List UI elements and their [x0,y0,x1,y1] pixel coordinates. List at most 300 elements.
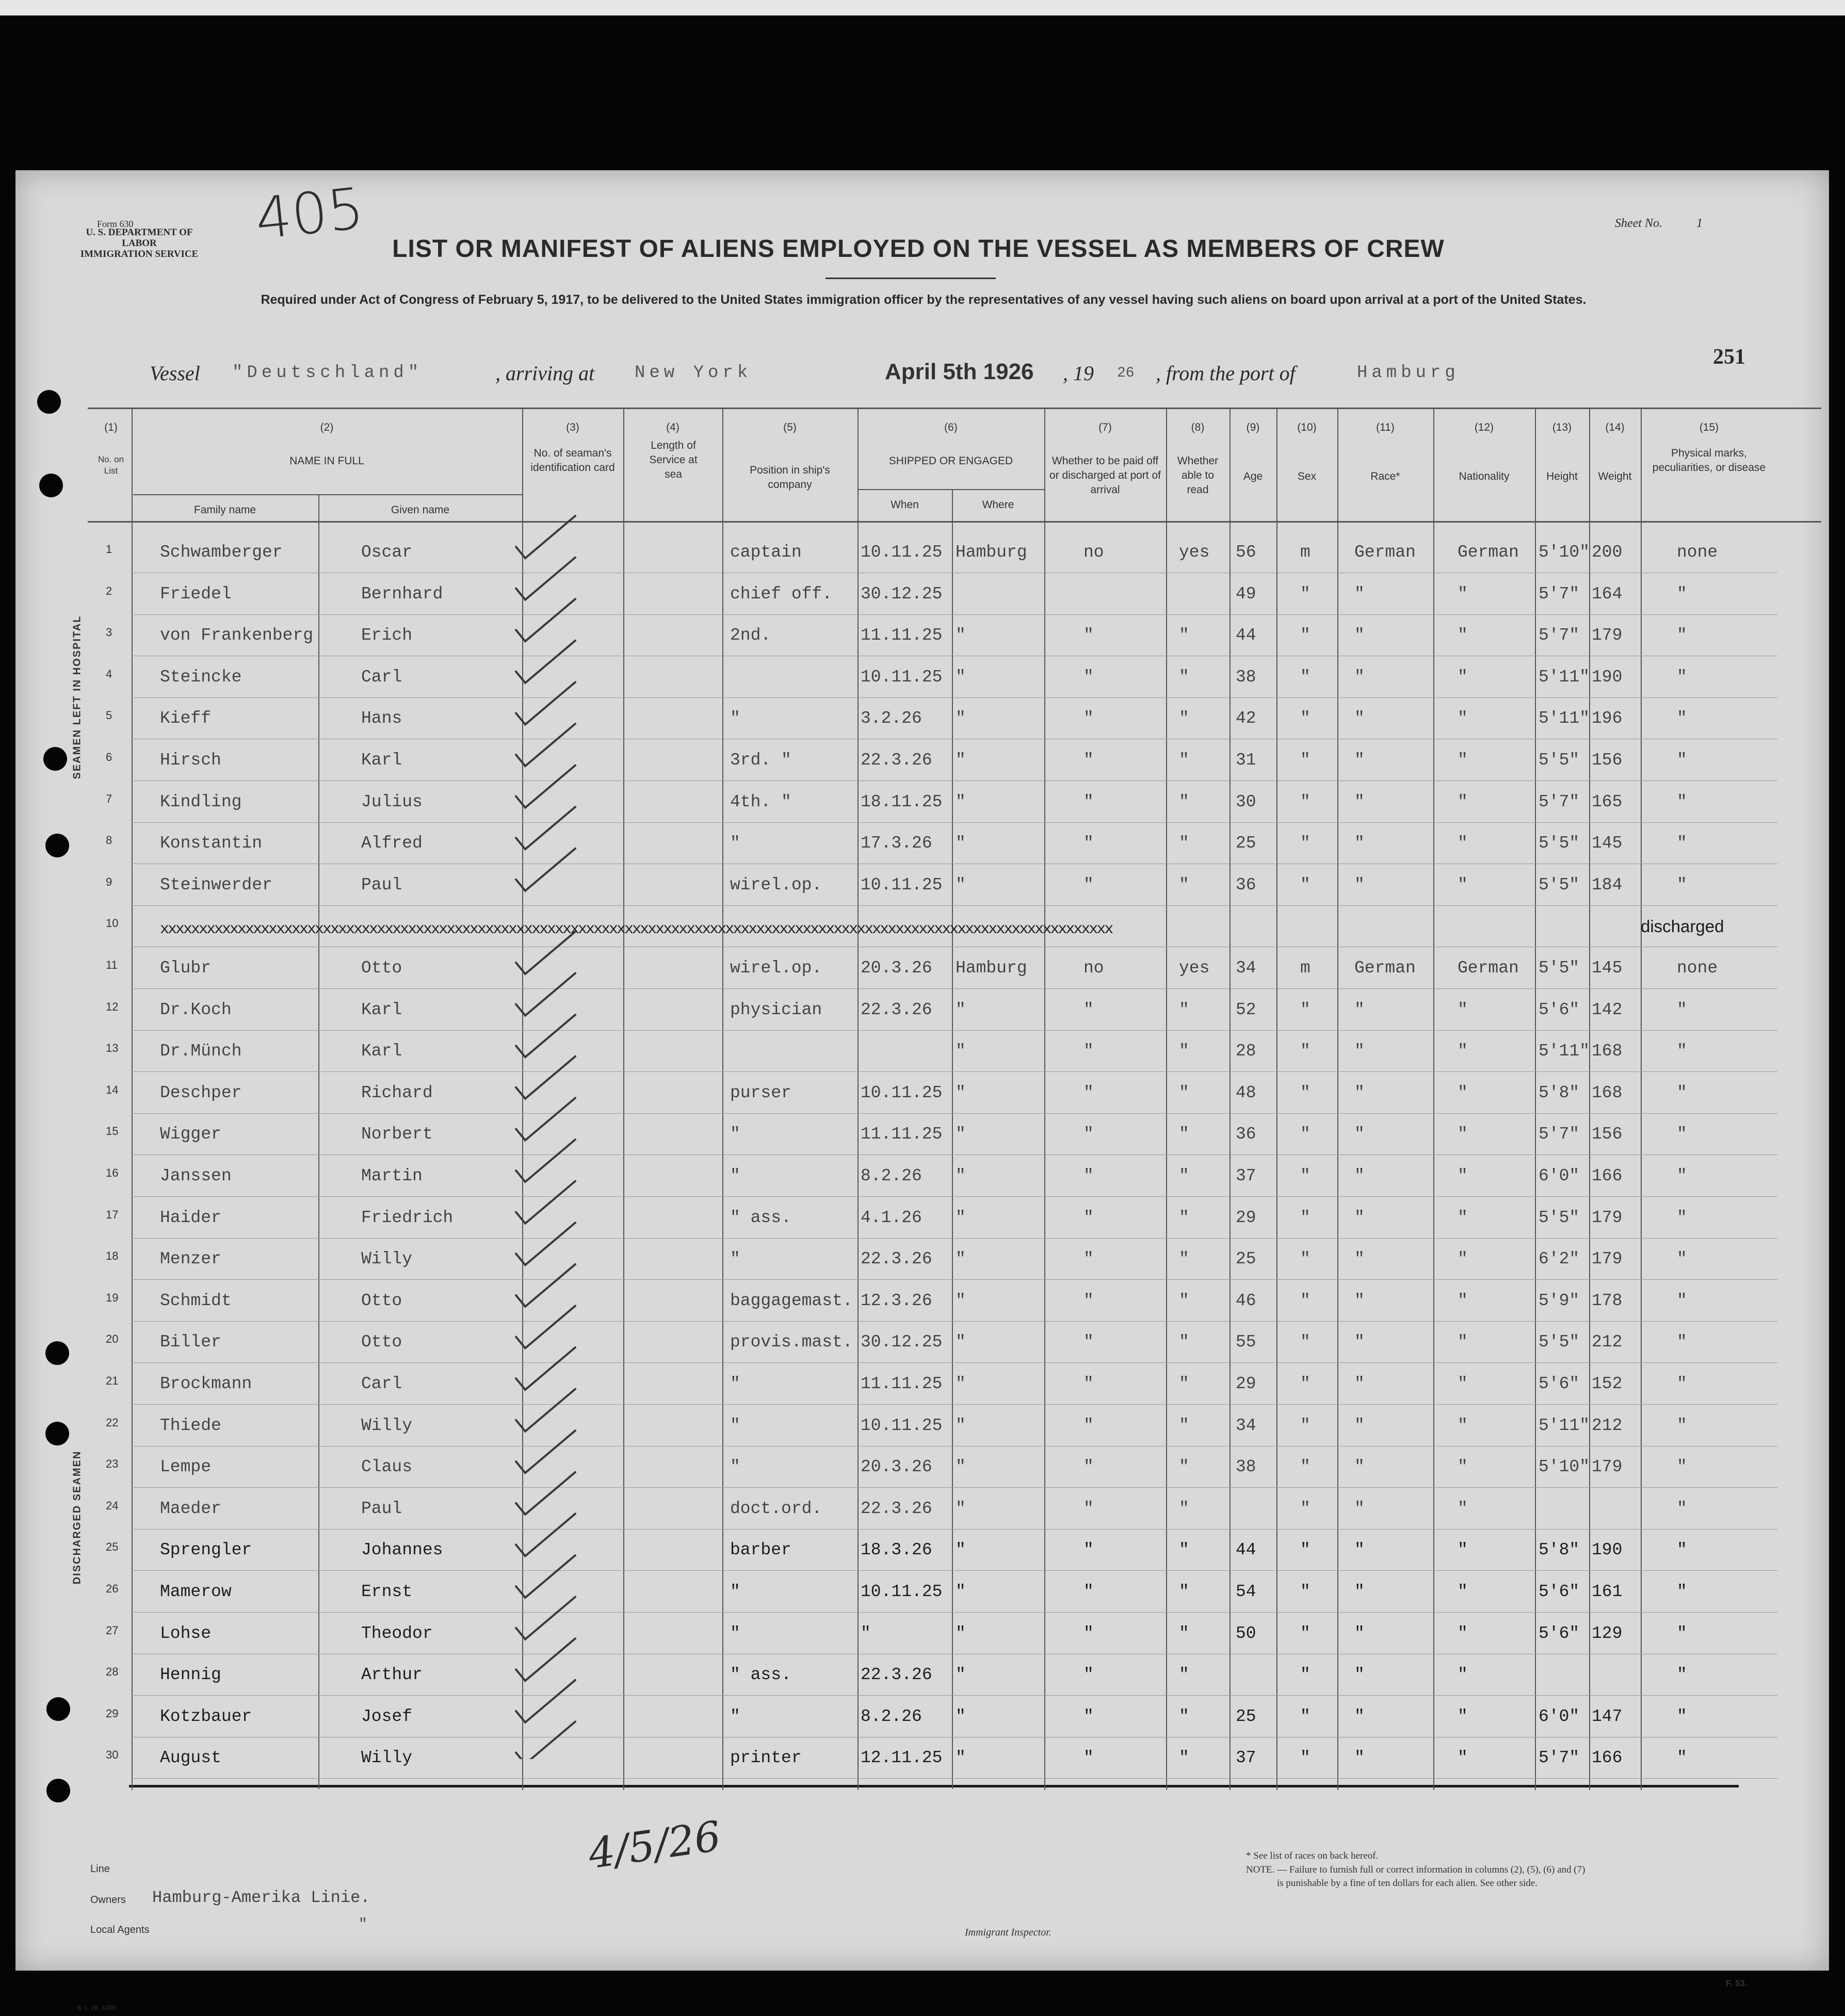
col-rule [952,489,953,1789]
row-number: 14 [106,1083,119,1096]
row-number: 17 [106,1208,119,1221]
cell-shipped-when: 17.3.26 [861,834,932,853]
arriving-label: , arriving at [495,362,595,385]
cell-race: " [1354,792,1365,811]
cell-height: 5'7" [1539,584,1580,604]
cell-race: " [1354,1499,1365,1518]
cell-sex: " [1300,1291,1310,1310]
cell-age: 30 [1236,792,1256,811]
col-label-2: NAME IN FULL [289,455,364,467]
cell-nationality: " [1458,626,1468,645]
row-rule [132,1071,1777,1072]
cell-height: 5'7" [1539,1125,1580,1144]
cell-position: wirel.op. [730,875,822,895]
col-number-15: (15) [1699,421,1719,433]
cell-sex: " [1300,1000,1310,1019]
cell-sex: " [1300,626,1310,645]
cell-sex: " [1300,1208,1310,1227]
cell-sex: " [1300,1125,1310,1144]
checkmark-icon [516,973,575,1016]
cell-height: 5'8" [1539,1083,1580,1102]
cell-race: German [1354,543,1416,562]
cell-shipped-when: 22.3.26 [861,1499,932,1518]
cell-weight: 129 [1592,1623,1623,1643]
cell-position: physician [730,1000,822,1019]
service-name: IMMIGRATION SERVICE [80,249,199,259]
cell-paid-off: " [1083,1582,1094,1601]
cell-race: " [1354,1249,1365,1269]
cell-able-to-read: " [1179,1457,1189,1477]
cell-weight: 152 [1592,1374,1623,1393]
binder-hole [45,1341,69,1365]
cell-nationality: " [1458,1291,1468,1310]
col-label-9: Age [1243,470,1263,482]
cell-family-name: Hennig [160,1665,221,1685]
cell-shipped-where: Hamburg [956,958,1027,978]
col-number-7: (7) [1098,421,1112,433]
cell-race: " [1354,1208,1365,1227]
vessel-name: "Deutschland" [232,363,423,383]
cell-weight: 166 [1592,1748,1623,1768]
cell-physical-marks: " [1677,1125,1687,1144]
row-rule [132,697,1777,698]
cell-height: 5'11" [1539,667,1590,687]
checkmark-icon [516,641,575,683]
cell-physical-marks: " [1677,584,1687,604]
cell-paid-off: " [1083,1665,1094,1685]
checkmark-icon [516,1223,575,1265]
cell-age: 29 [1236,1208,1256,1227]
checkmark-icon [516,1638,575,1681]
cell-position: printer [730,1748,802,1768]
sheet-label: Sheet No. [1615,217,1662,230]
cell-age: 55 [1236,1332,1256,1352]
cell-paid-off: " [1083,667,1094,687]
row-rule [132,1695,1777,1696]
cell-position: " ass. [730,1665,791,1685]
cell-paid-off: " [1083,751,1094,770]
binder-hole [37,390,61,414]
cell-shipped-where: " [956,1706,966,1726]
checkmark-icon [516,1056,575,1099]
cell-race: " [1354,667,1365,687]
cell-nationality: " [1458,1582,1468,1601]
cell-nationality: " [1458,792,1468,811]
cell-height: 5'5" [1539,958,1580,978]
cell-weight: 164 [1592,584,1623,604]
cell-given-name: Willy [361,1416,413,1435]
cell-age: 48 [1236,1083,1256,1102]
cell-paid-off: " [1083,1748,1094,1768]
cell-height: 6'2" [1539,1249,1580,1269]
cell-weight: 212 [1592,1416,1623,1435]
cell-weight: 179 [1592,1249,1623,1269]
cell-paid-off: " [1083,1042,1094,1061]
cell-sex: " [1300,584,1310,604]
cell-given-name: Erich [361,626,413,645]
cell-height: 5'7" [1539,792,1580,811]
cell-shipped-where: " [956,1540,966,1560]
cell-given-name: Willy [361,1249,413,1269]
cell-shipped-when: 18.11.25 [861,792,943,811]
cell-race: " [1354,1457,1365,1477]
cell-shipped-where: " [956,1374,966,1393]
cell-given-name: Norbert [361,1125,433,1144]
cell-family-name: Steinwerder [160,875,272,895]
col-number-2: (2) [320,421,334,433]
checkmark-icon [516,1015,575,1057]
cell-shipped-when: 4.1.26 [861,1208,922,1227]
cell-position: doct.ord. [730,1499,822,1518]
cell-nationality: " [1458,1083,1468,1102]
sheet-value: 1 [1696,217,1703,230]
col-label-6: SHIPPED OR ENGAGED [888,455,1013,467]
cell-physical-marks: " [1677,1665,1687,1685]
cell-able-to-read: " [1179,1125,1189,1144]
cell-physical-marks: " [1677,1457,1687,1477]
cell-given-name: Karl [361,1000,402,1019]
cell-given-name: Otto [361,1332,402,1352]
col-rule [1229,408,1231,1790]
cell-sex: " [1300,1416,1310,1435]
col-rule [1044,408,1045,1790]
cell-race: German [1354,958,1416,978]
cell-race: " [1354,1748,1365,1768]
cell-shipped-when: 10.11.25 [861,667,943,687]
cell-paid-off: " [1083,709,1094,728]
cell-given-name: Hans [361,709,402,728]
department-label [72,227,206,259]
cell-age: 36 [1236,1125,1256,1144]
cell-shipped-where: " [956,667,966,687]
cell-race: " [1354,834,1365,853]
cell-family-name: Glubr [160,958,212,978]
cell-family-name: Janssen [160,1166,232,1185]
cell-nationality: " [1458,1332,1468,1352]
cell-family-name: Lohse [160,1623,212,1643]
cell-shipped-where: " [956,1042,966,1061]
cell-weight: 165 [1592,792,1623,811]
row-number: 23 [106,1457,119,1471]
cell-weight: 168 [1592,1083,1623,1102]
col-label-4: Length of Service at sea [649,440,698,480]
cell-race: " [1354,1000,1365,1019]
cell-weight: 156 [1592,1125,1623,1144]
cell-position: " [730,1166,740,1185]
row-rule [132,822,1777,823]
cell-height: 5'7" [1539,626,1580,645]
col-label-5: Position in ship's company [750,464,830,491]
cell-age: 25 [1236,1706,1256,1726]
cell-able-to-read: " [1179,1374,1189,1393]
cell-nationality: " [1458,834,1468,853]
row-number: 12 [106,1000,119,1013]
cell-shipped-where: " [956,1665,966,1685]
cell-shipped-where: " [956,1499,966,1518]
cell-position: chief off. [730,584,833,604]
cell-paid-off: " [1083,834,1094,853]
handwritten-number: 405 [252,175,367,252]
cell-family-name: Schmidt [160,1291,232,1310]
row-number: 7 [106,792,112,805]
cell-shipped-when: 11.11.25 [861,1374,943,1393]
cell-height: 5'11" [1539,709,1590,728]
cell-paid-off: " [1083,1540,1094,1560]
cell-physical-marks: " [1677,875,1687,895]
table-header-rule [88,521,1821,523]
checkmark-icon [516,599,575,641]
checkmark-icon [516,1181,575,1224]
cell-age: 37 [1236,1748,1256,1768]
year-value: 26 [1117,365,1135,381]
cell-age: 37 [1236,1166,1256,1185]
cell-nationality: " [1458,1000,1468,1019]
note-penalty: NOTE. — Failure to furnish full or correct information in columns (2), (5), (6) and (7) [1246,1864,1585,1875]
row-number: 29 [106,1706,119,1720]
cell-shipped-when: 12.11.25 [861,1748,943,1768]
binder-hole [43,747,67,771]
cell-physical-marks: " [1677,1042,1687,1061]
row-number: 9 [106,875,112,888]
cell-given-name: Ernst [361,1582,413,1601]
checkmark-icon [516,558,575,600]
vessel-label: Vessel [150,362,200,385]
cell-paid-off: " [1083,1083,1094,1102]
cell-height: 5'11" [1539,1416,1590,1435]
cell-age: 31 [1236,751,1256,770]
cell-family-name: Kotzbauer [160,1706,252,1726]
cell-shipped-where: " [956,709,966,728]
col-rule [1535,408,1536,1790]
cell-able-to-read: " [1179,709,1189,728]
checkmarks [506,511,629,1759]
owners-value: Hamburg-Amerika Linie. [152,1888,370,1907]
binder-hole [45,834,69,857]
sheet-number [1615,217,1703,231]
checkmark-icon [516,1347,575,1390]
cell-sex: " [1300,1042,1310,1061]
form-number: Form 630 [97,219,134,229]
cell-height: 5'5" [1539,1332,1580,1352]
row-rule [132,1487,1777,1488]
col-number-4: (4) [666,421,679,433]
col-shipped-when: When [891,499,919,511]
cell-nationality: " [1458,1208,1468,1227]
col-rule [1589,408,1590,1790]
cell-shipped-where: " [956,1748,966,1768]
cell-weight: 156 [1592,751,1623,770]
row-number: 22 [106,1416,119,1429]
cell-sex: " [1300,1582,1310,1601]
cell-able-to-read: " [1179,1416,1189,1435]
cell-physical-marks: " [1677,1706,1687,1726]
cell-position: " [730,1125,740,1144]
row-rule [132,1030,1777,1031]
cell-age: 25 [1236,1249,1256,1269]
cell-shipped-when: 18.3.26 [861,1540,932,1560]
cell-race: " [1354,1291,1365,1310]
cell-able-to-read: yes [1179,958,1210,978]
cell-physical-marks: " [1677,667,1687,687]
row-number: 2 [106,584,112,597]
checkmark-icon [516,1597,575,1639]
cell-weight: 190 [1592,1540,1623,1560]
cell-physical-marks: none [1677,958,1718,978]
cell-sex: " [1300,834,1310,853]
row-number: 26 [106,1582,119,1595]
cell-shipped-when: 20.3.26 [861,958,932,978]
cell-paid-off: " [1083,1000,1094,1019]
checkmark-icon [516,849,575,891]
cell-able-to-read: " [1179,1665,1189,1685]
cell-physical-marks: " [1677,1000,1687,1019]
cell-physical-marks: " [1677,1540,1687,1560]
cell-race: " [1354,751,1365,770]
cell-race: " [1354,1540,1365,1560]
cell-able-to-read: " [1179,1623,1189,1643]
col-number-10: (10) [1297,421,1317,433]
cell-given-name: Arthur [361,1665,423,1685]
cell-height: 5'8" [1539,1540,1580,1560]
cell-height: 5'5" [1539,751,1580,770]
cell-race: " [1354,626,1365,645]
cell-physical-marks: " [1677,1582,1687,1601]
cell-race: " [1354,584,1365,604]
cell-sex: " [1300,751,1310,770]
cell-position: 3rd. " [730,751,791,770]
cell-weight: 200 [1592,543,1623,562]
cell-shipped-when: " [861,1623,871,1643]
row-rule [132,1404,1777,1405]
cell-height: 5'9" [1539,1291,1580,1310]
cell-shipped-when: 11.11.25 [861,1125,943,1144]
side-note-hospital: SEAMEN LEFT IN HOSPITAL [71,615,83,779]
col-number-11: (11) [1376,421,1395,433]
cell-shipped-where: " [956,1125,966,1144]
cell-family-name: Mamerow [160,1582,232,1601]
cell-family-name: August [160,1748,221,1768]
cell-age: 44 [1236,626,1256,645]
cell-paid-off: " [1083,792,1094,811]
cell-age: 52 [1236,1000,1256,1019]
col-label-14: Weight [1598,470,1632,482]
cell-nationality: " [1458,584,1468,604]
cell-nationality: " [1458,1623,1468,1643]
cell-family-name: Haider [160,1208,221,1227]
checkmark-icon [516,1264,575,1307]
checkmark-icon [516,932,575,974]
row-number: 30 [106,1748,119,1762]
cell-sex: " [1300,1706,1310,1726]
cell-age: 34 [1236,958,1256,978]
cell-able-to-read: " [1179,792,1189,811]
cell-given-name: Otto [361,958,402,978]
checkmark-icon [516,1140,575,1182]
cell-family-name: Friedel [160,584,232,604]
cell-given-name: Karl [361,751,402,770]
cell-physical-marks: " [1677,1332,1687,1352]
row-number: 18 [106,1249,119,1263]
cell-nationality: " [1458,1374,1468,1393]
cell-given-name: Carl [361,667,402,687]
col-number-6: (6) [944,421,958,433]
cell-family-name: Menzer [160,1249,221,1269]
cell-able-to-read: " [1179,1540,1189,1560]
cell-given-name: Theodor [361,1623,433,1643]
cell-paid-off: " [1083,1332,1094,1352]
cell-position: baggagemast. [730,1291,853,1310]
cell-sex: " [1300,792,1310,811]
cell-sex: " [1300,1166,1310,1185]
cell-height: 5'7" [1539,1748,1580,1768]
cell-height: 5'6" [1539,1374,1580,1393]
page-title: LIST OR MANIFEST OF ALIENS EMPLOYED ON THE VESSEL AS MEMBERS OF CREW [392,235,1445,263]
cell-physical-marks: " [1677,1291,1687,1310]
col-rule [1337,408,1338,1790]
cell-race: " [1354,1332,1365,1352]
binder-hole [45,1422,69,1445]
cell-family-name: Hirsch [160,751,221,770]
binder-hole [46,1697,70,1721]
row-rule [132,1238,1777,1239]
row-number: 25 [106,1540,119,1554]
cell-nationality: " [1458,1042,1468,1061]
row-rule [132,1529,1777,1530]
cell-race: " [1354,709,1365,728]
line-label: Line [90,1863,110,1875]
manifest-sheet [15,170,1829,1971]
cell-physical-marks: discharged [1641,917,1724,936]
cell-paid-off: " [1083,1125,1094,1144]
cell-family-name: Steincke [160,667,242,687]
col-rule [1641,408,1642,1790]
col-number-5: (5) [783,421,797,433]
cell-position: 2nd. [730,626,771,645]
cell-race: " [1354,1166,1365,1185]
cell-position: 4th. " [730,792,791,811]
cell-nationality: " [1458,1166,1468,1185]
note-penalty-cont: is punishable by a fine of ten dollars for each alien. See other side. [1277,1878,1538,1889]
cell-sex: " [1300,1540,1310,1560]
inspector-label: Immigrant Inspector. [965,1927,1051,1938]
col-number-9: (9) [1246,421,1260,433]
cell-age: 56 [1236,543,1256,562]
cell-weight: 142 [1592,1000,1623,1019]
cell-shipped-where: " [956,792,966,811]
col-rule [857,408,859,1790]
side-note-discharged: DISCHARGED SEAMEN [71,1450,83,1585]
cell-shipped-where: " [956,1000,966,1019]
cell-height: 5'5" [1539,834,1580,853]
cell-able-to-read: " [1179,1582,1189,1601]
cell-family-name: Kieff [160,709,212,728]
cell-nationality: German [1458,958,1519,978]
cell-nationality: " [1458,1706,1468,1726]
cell-given-name: Claus [361,1457,413,1477]
cell-family-name: Wigger [160,1125,221,1144]
cell-weight: 145 [1592,834,1623,853]
row-number: 20 [106,1332,119,1346]
cell-able-to-read: yes [1179,543,1210,562]
cell-race: " [1354,1582,1365,1601]
col-rule [1166,408,1167,1790]
checkmark-icon [516,766,575,808]
cell-able-to-read: " [1179,1499,1189,1518]
cell-sex: " [1300,1332,1310,1352]
cell-paid-off: " [1083,1623,1094,1643]
col-label-12: Nationality [1459,470,1510,482]
cell-position: " [730,1706,740,1726]
